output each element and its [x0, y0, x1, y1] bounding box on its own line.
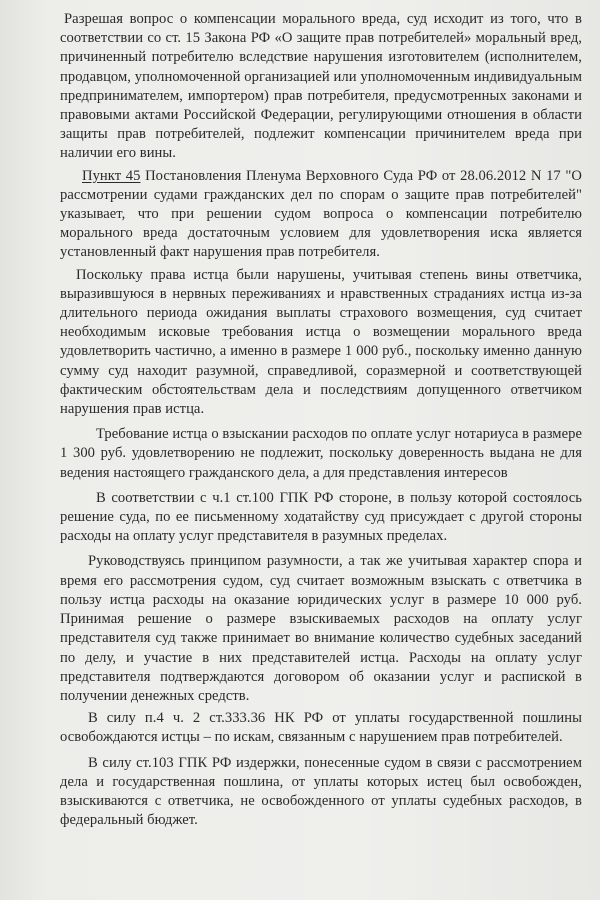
paragraph-moral-damage-law: Разрешая вопрос о компенсации морального вреда, суд исходит из того, что в соответствии со ст. 15 Закона РФ «О защите прав потребителей» моральный вред, причиненный потребителю вследствие нарушения изготовителем (исполнителем, продавцом, уполномоченной организацией или уполномоченным индивидуальным предпринимателем, импортером) прав потребителя, предусмотренных законами и правовыми актами Российской Федерации, регулирующими отношения в области защиты прав потребителей, подлежит компенсации причинителем вреда при наличии его вины.	[60, 11, 582, 162]
paragraph-legal-services-award: Руководствуясь принципом разумности, а так же учитывая характер спора и время его рассмотрения судом, суд считает возможным взыскать с ответчика в пользу истца расходы на оказание юридических услуг в размере 10 000 руб. Принимая решение о размере взыскиваемых расходов на оплату услуг представителя суд также принимает во внимание количество судебных заседаний по делу, и участие в них представителей истца. Расходы на оплату услуг представителя подтверждаются договором об оказании услуг и распиской в получении денежных средств.	[60, 553, 582, 704]
paragraph-representative-costs-rule: В соответствии с ч.1 ст.100 ГПК РФ стороне, в пользу которой состоялось решение суда, по ее письменному ходатайству суд присуждает с другой стороны расходы на оплату услуг представителя в разумных пределах.	[60, 489, 582, 545]
plenum-clause-link[interactable]: Пункт 45	[82, 167, 141, 184]
plenum-clause-text: Постановления Пленума Верховного Суда РФ от 28.06.2012 N 17 "О рассмотрении судами гражданских дел по спорам о защите прав потребителей" указывает, что при решении судом вопроса о компенсации потребителю морального вреда достаточным условием для удовлетворения иска является установленный факт нарушения прав потребителя.	[60, 167, 582, 261]
paragraph-notary-costs: Требование истца о взыскании расходов по оплате услуг нотариуса в размере 1 300 руб. удовлетворению не подлежит, поскольку доверенность выдана не для ведения настоящего гражданского дела, а для представления интересов	[60, 426, 582, 481]
paragraph-court-costs: В силу ст.103 ГПК РФ издержки, понесенные судом в связи с рассмотрением дела и государственная пошлина, от уплаты которых истец был освобожден, взыскиваются с ответчика, не освобожденного от уплаты судебных расходов, в федеральный бюджет.	[60, 754, 582, 829]
paragraph-state-duty-exemption: В силу п.4 ч. 2 ст.333.36 НК РФ от уплаты государственной пошлины освобождаются истцы – по искам, связанным с нарушением прав потребителей.	[60, 710, 582, 746]
paragraph-moral-damage-award: Поскольку права истца были нарушены, учитывая степень вины ответчика, выразившуюся в нервных переживаниях и нравственных страданиях истца из-за длительного периода ожидания выплаты страхового возмещения, суд считает необходимым исковые требования истца о возмещении морального вреда удовлетворить частично, а именно в размере 1 000 руб., поскольку именно данную сумму суд находит разумной, справедливой, соразмерной и соответствующей фактическим обстоятельствам дела и последствиям допущенного ответчиком нарушения прав истца.	[60, 266, 582, 418]
paragraph-plenum-resolution	[60, 167, 582, 263]
